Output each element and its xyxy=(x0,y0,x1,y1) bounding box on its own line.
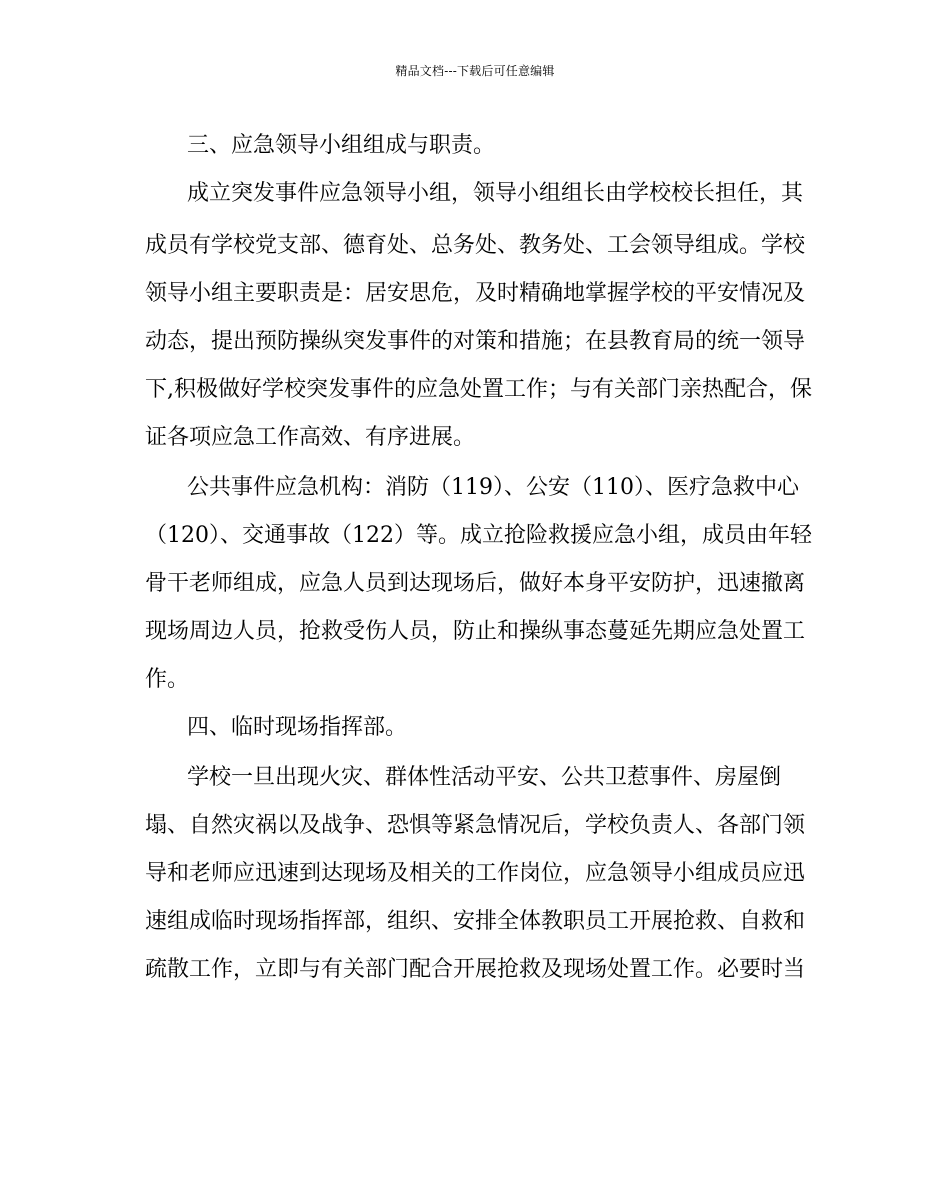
paragraph-line: 学校一旦出现火灾、群体性活动平安、公共卫惹事件、房屋倒 xyxy=(187,765,782,790)
paragraph-line: （120）、交通事故（122）等。成立抢险救援应急小组，成员由年轻 xyxy=(145,523,812,548)
paragraph-line: 成员有学校党支部、德育处、总务处、教务处、工会领导组成。学校 xyxy=(145,233,806,258)
paragraph-line: 速组成临时现场指挥部，组织、安排全体教职员工开展抢救、自救和 xyxy=(145,909,806,934)
paragraph-line: 动态，提出预防操纵突发事件的对策和措施；在县教育局的统一领导 xyxy=(145,329,806,354)
paragraph-line: 证各项应急工作高效、有序进展。 xyxy=(145,425,476,450)
page-header: 精品文档---下载后可任意编辑 xyxy=(395,64,555,78)
paragraph-line: 疏散工作，立即与有关部门配合开展抢救及现场处置工作。必要时当 xyxy=(145,957,806,982)
paragraph-line: 作。 xyxy=(145,667,190,692)
paragraph-line: 下,积极做好学校突发事件的应急处置工作；与有关部门亲热配合，保 xyxy=(145,377,812,402)
paragraph-line: 领导小组主要职责是：居安思危，及时精确地掌握学校的平安情况及 xyxy=(145,281,806,306)
paragraph-line: 现场周边人员，抢救受伤人员，防止和操纵事态蔓延先期应急处置工 xyxy=(145,619,806,644)
paragraph-line: 塌、自然灾祸以及战争、恐惧等紧急情况后，学校负责人、各部门领 xyxy=(145,813,806,838)
section-heading-4: 四、临时现场指挥部。 xyxy=(187,715,408,740)
section-heading-3: 三、应急领导小组组成与职责。 xyxy=(187,133,496,158)
paragraph-line: 导和老师应迅速到达现场及相关的工作岗位，应急领导小组成员应迅 xyxy=(145,861,806,886)
paragraph-line: 骨干老师组成，应急人员到达现场后，做好本身平安防护，迅速撤离 xyxy=(145,571,806,596)
paragraph-line: 成立突发事件应急领导小组，领导小组组长由学校校长担任，其 xyxy=(187,181,804,206)
paragraph-line: 公共事件应急机构：消防（119）、公安（110）、医疗急救中心 xyxy=(187,475,799,500)
